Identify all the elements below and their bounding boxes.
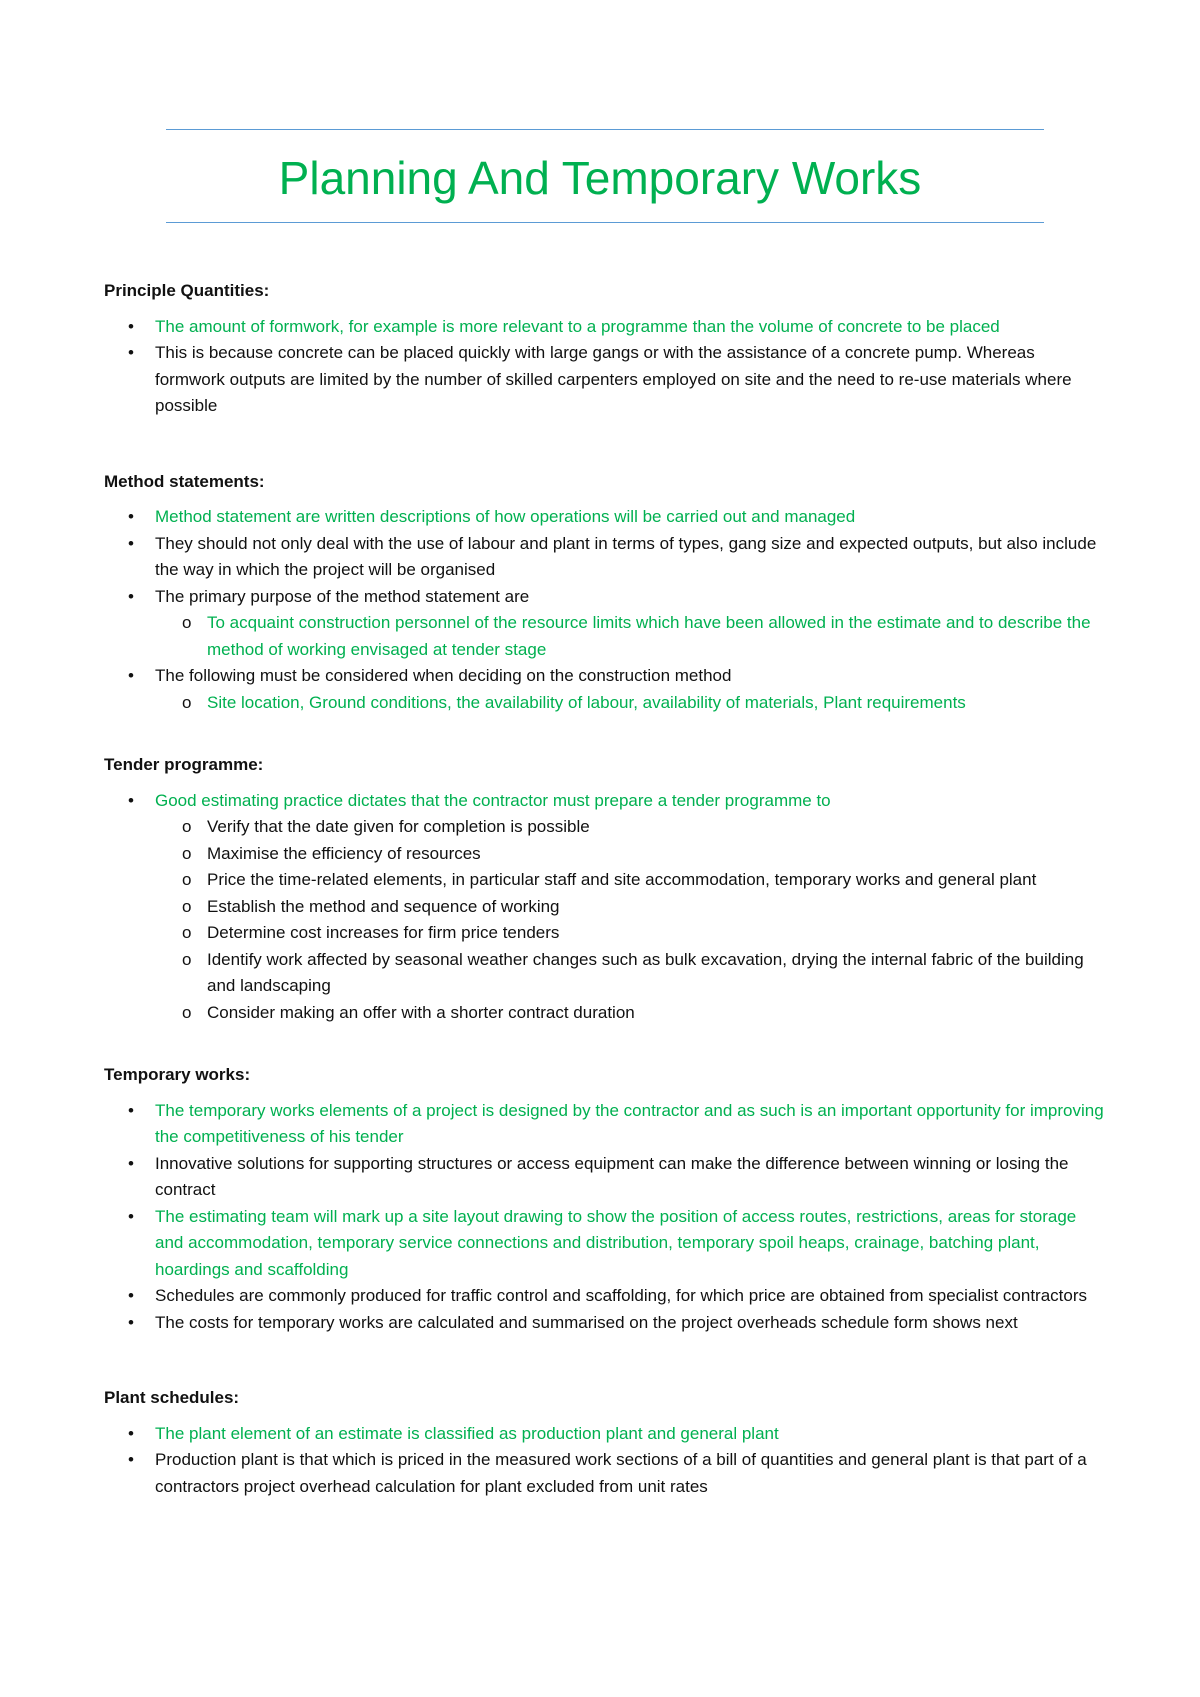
list-item-text: The primary purpose of the method statement are	[155, 586, 530, 606]
sub-list-item: o Site location, Ground conditions, the availability of labour, availability of materials, Plant requirements	[104, 690, 1104, 717]
list-item: • Method statement are written descriptions of how operations will be carried out and managed	[104, 504, 1104, 531]
sub-list-item: o Establish the method and sequence of working	[104, 894, 1104, 921]
sub-list	[155, 690, 1104, 717]
bullet-list	[104, 504, 1104, 716]
title-bottom-rule	[166, 222, 1044, 223]
sub-list-item: o Verify that the date given for completion is possible	[104, 814, 1104, 841]
section-temporary-works	[104, 1062, 1104, 1336]
bullet-list	[104, 314, 1104, 420]
list-item	[104, 584, 1104, 664]
section-principle-quantities	[104, 278, 1104, 420]
list-item	[104, 788, 1104, 1027]
sub-list-item: o Identify work affected by seasonal weather changes such as bulk excavation, drying the internal fabric of the building and landscaping	[104, 947, 1104, 1000]
section-heading: Temporary works:	[104, 1065, 251, 1084]
section-heading: Method statements:	[104, 471, 265, 491]
sub-list-item: o Determine cost increases for firm price tenders	[104, 920, 1104, 947]
bullet-list	[104, 788, 1104, 1027]
list-item: • The temporary works elements of a project is designed by the contractor and as such is an important opportunity for improving the competitiveness of his tender	[104, 1098, 1104, 1151]
list-item: • Innovative solutions for supporting structures or access equipment can make the difference between winning or losing the contract	[104, 1151, 1104, 1204]
list-item: • The costs for temporary works are calculated and summarised on the project overheads schedule form shows next	[104, 1310, 1104, 1337]
list-item: • They should not only deal with the use of labour and plant in terms of types, gang size and expected outputs, but also include the way in which the project will be organised	[104, 531, 1104, 584]
sub-list-item: o Maximise the efficiency of resources	[104, 841, 1104, 868]
bullet-list	[104, 1098, 1104, 1337]
list-item	[104, 663, 1104, 716]
sub-list-item: o Price the time-related elements, in particular staff and site accommodation, temporary works and general plant	[104, 867, 1104, 894]
section-heading: Tender programme:	[104, 755, 264, 774]
document-body	[104, 278, 1104, 1500]
sub-list	[155, 610, 1104, 663]
bullet-list	[104, 1421, 1104, 1501]
list-item: • Schedules are commonly produced for traffic control and scaffolding, for which price are obtained from specialist contractors	[104, 1283, 1104, 1310]
sub-list-item: o Consider making an offer with a shorter contract duration	[104, 1000, 1104, 1027]
list-item-text: Good estimating practice dictates that the contractor must prepare a tender programme to	[155, 790, 831, 810]
section-heading: Principle Quantities:	[104, 281, 270, 300]
sub-list	[155, 814, 1104, 1026]
list-item: • The estimating team will mark up a site layout drawing to show the position of access routes, restrictions, areas for storage and accommodation, temporary service connections and distribution, temporary spoil heaps, crainage, batching plant, hoardings and scaffolding	[104, 1204, 1104, 1284]
title-top-rule	[166, 129, 1044, 130]
section-method-statements	[104, 469, 1104, 717]
sub-list-item: o To acquaint construction personnel of the resource limits which have been allowed in the estimate and to describe the method of working envisaged at tender stage	[104, 610, 1104, 663]
list-item: • The plant element of an estimate is classified as production plant and general plant	[104, 1421, 1104, 1448]
page-title: Planning And Temporary Works	[278, 152, 922, 204]
list-item-text: The following must be considered when deciding on the construction method	[155, 666, 732, 685]
list-item: • This is because concrete can be placed quickly with large gangs or with the assistance of a concrete pump. Whereas formwork outputs are limited by the number of skilled carpenters employed on site and the need to re-use materials where possible	[104, 340, 1104, 420]
list-item: • Production plant is that which is priced in the measured work sections of a bill of quantities and general plant is that part of a contractors project overhead calculation for plant excluded from unit rates	[104, 1447, 1104, 1500]
section-plant-schedules	[104, 1385, 1104, 1500]
section-tender-programme	[104, 752, 1104, 1026]
section-heading: Plant schedules:	[104, 1388, 240, 1407]
list-item: • The amount of formwork, for example is more relevant to a programme than the volume of concrete to be placed	[104, 314, 1104, 341]
